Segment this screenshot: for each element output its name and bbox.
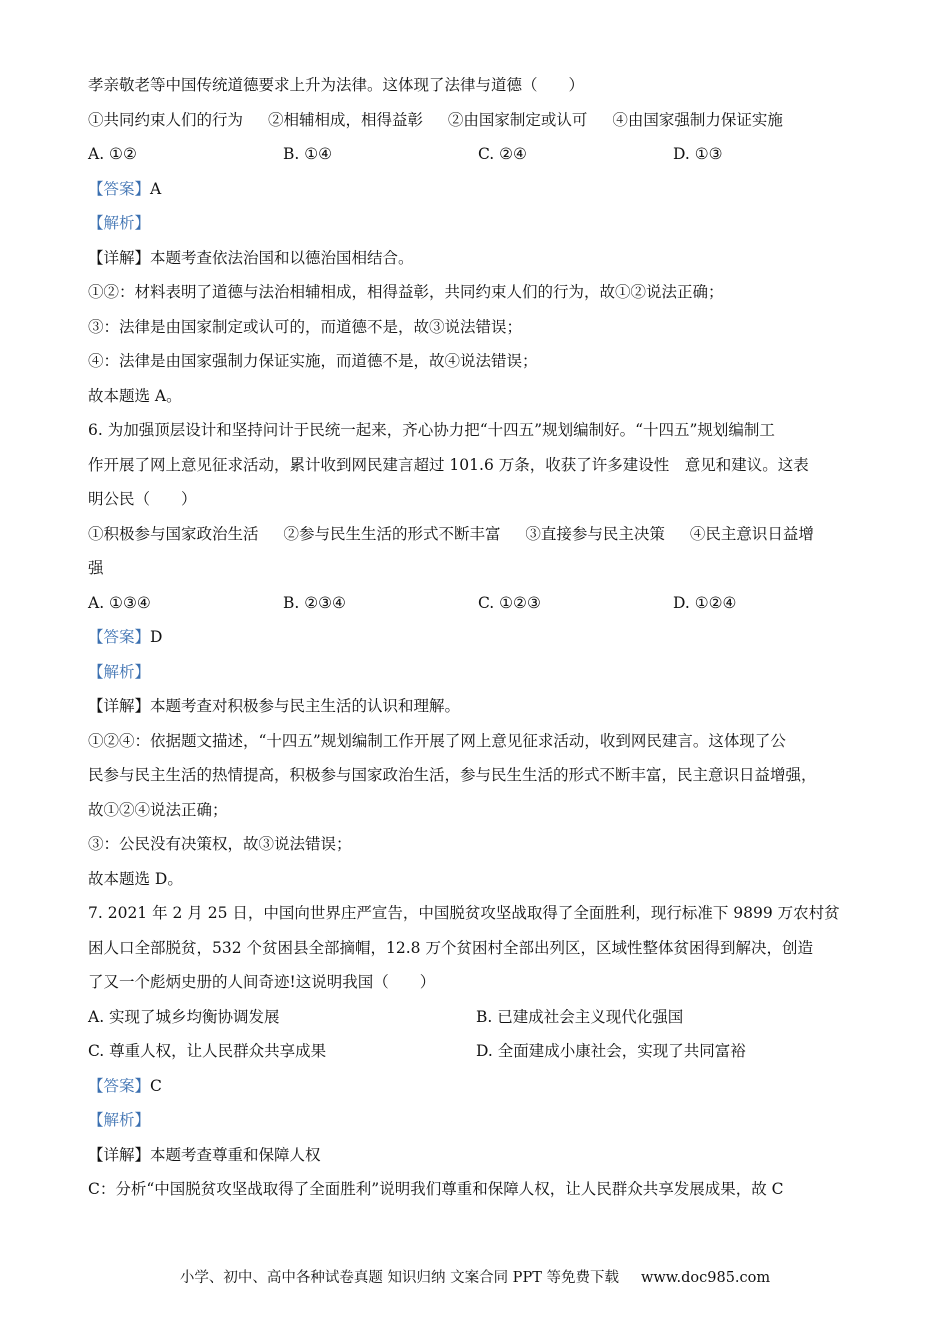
q5-option-d: D. ①③ [673,145,723,163]
q5-answer [88,172,878,207]
q6-option-c: C. ①②③ [478,593,541,612]
q5-stem-tail: 孝亲敬老等中国传统道德要求上升为法律。这体现了法律与道德（ ） [88,76,585,94]
q6-answer [88,620,878,655]
q5-explanation-1: ①②：材料表明了道德与法治相辅相成，相得益彰，共同约束人们的行为，故①②说法正确； [88,283,724,301]
q6-option-d: D. ①②④ [673,593,737,612]
footer-site-link[interactable]: www.doc985.com [640,1270,771,1286]
q5-statements [88,103,878,138]
q5-explanation-3: ④：法律是由国家强制力保证实施，而道德不是，故④说法错误； [88,352,538,370]
q7-stem-line-3: 了又一个彪炳史册的人间奇迹!这说明我国（ ） [88,973,436,991]
q6-statement-4-cont: 强 [88,559,104,577]
q6-explanation-2: ③：公民没有决策权，故③说法错误； [88,835,352,853]
answer-value: A [150,179,162,198]
document-body [88,68,878,1207]
q6-statement-1: ①积极参与国家政治生活 [88,524,259,543]
q7-stem-line-2: 困人口全部脱贫，532 个贫困县全部摘帽，12.8 万个贫困村全部出列区，区域性整体贫困得到解决，创造 [88,938,813,957]
q5-option-c: C. ②④ [478,145,527,163]
q5-statement-1: ①共同约束人们的行为 [88,110,244,129]
q7-detail: 【详解】本题考查尊重和保障人权 [88,1145,321,1164]
q5-statement-3: ②由国家制定或认可 [447,110,588,129]
q7-option-a: A. 实现了城乡均衡协调发展 [88,1007,280,1026]
q5-statement-2: ②相辅相成，相得益彰 [267,110,423,129]
q6-statements [88,517,878,552]
q7-answer [88,1069,878,1104]
q5-explanation-2: ③：法律是由国家制定或认可的，而道德不是，故③说法错误； [88,317,523,336]
footer-text: 小学、初中、高中各种试卷真题 知识归纳 文案合同 PPT 等免费下载 [179,1270,619,1286]
q6-option-a: A. ①③④ [88,593,151,612]
answer-value: C [150,1076,162,1095]
q6-explanation-1c: 故①②④说法正确； [88,800,228,819]
q6-stem-line-2: 作开展了网上意见征求活动，累计收到网民建言超过 101.6 万条，收获了许多建设性 意见和建议。这表 [88,455,809,474]
page-footer [0,1268,950,1288]
answer-value: D [150,628,163,646]
q5-option-a: A. ①② [88,145,137,163]
q7-stem-line-1: 7. 2021 年 2 月 25 日，中国向世界庄严宣告，中国脱贫攻坚战取得了全面胜利，现行标准下 9899 万农村贫 [88,904,840,922]
q6-option-b: B. ②③④ [283,593,346,612]
q5-statement-4: ④由国家强制力保证实施 [612,110,783,129]
q5-option-b: B. ①④ [283,145,333,163]
q6-explanation-1b: 民参与民主生活的热情提高，积极参与国家政治生活，参与民生生活的形式不断丰富，民主意识日益增强， [88,766,817,784]
q6-stem-line-3: 明公民（ ） [88,490,197,508]
q5-conclusion: 故本题选 A。 [88,386,182,405]
q6-statement-2: ②参与民生生活的形式不断丰富 [283,524,501,543]
q7-analysis-tag: 【解析】 [88,1111,151,1129]
q7-options-row-2 [88,1034,878,1069]
q6-analysis-tag: 【解析】 [88,662,151,681]
q6-conclusion: 故本题选 D。 [88,869,183,888]
answer-tag: 【答案】 [88,179,151,198]
q7-option-b: B. 已建成社会主义现代化强国 [476,1007,684,1026]
q6-detail: 【详解】本题考查对积极参与民主生活的认识和理解。 [88,697,461,715]
q6-statement-4: ④民主意识日益增 [689,524,814,543]
q7-explanation-1: C：分析“中国脱贫攻坚战取得了全面胜利”说明我们尊重和保障人权，让人民群众共享发展成果，故 C [88,1180,784,1198]
q6-statement-3: ③直接参与民主决策 [525,524,665,543]
q7-option-d: D. 全面建成小康社会，实现了共同富裕 [476,1042,746,1060]
q6-stem-line-1: 6. 为加强顶层设计和坚持问计于民统一起来，齐心协力把“十四五”规划编制好。“十四五”规划编制工 [88,421,775,439]
q5-options [88,137,878,172]
answer-tag: 【答案】 [88,628,151,646]
q6-options [88,586,878,621]
q6-explanation-1a: ①②④：依据题文描述，“十四五”规划编制工作开展了网上意见征求活动，收到网民建言。这体现了公 [88,731,786,750]
answer-tag: 【答案】 [88,1076,151,1095]
q7-option-c: C. 尊重人权，让人民群众共享成果 [88,1042,327,1060]
q5-detail: 【详解】本题考查依法治国和以德治国相结合。 [88,248,414,267]
q7-options-row-1 [88,1000,878,1035]
q5-analysis-tag: 【解析】 [88,214,151,232]
